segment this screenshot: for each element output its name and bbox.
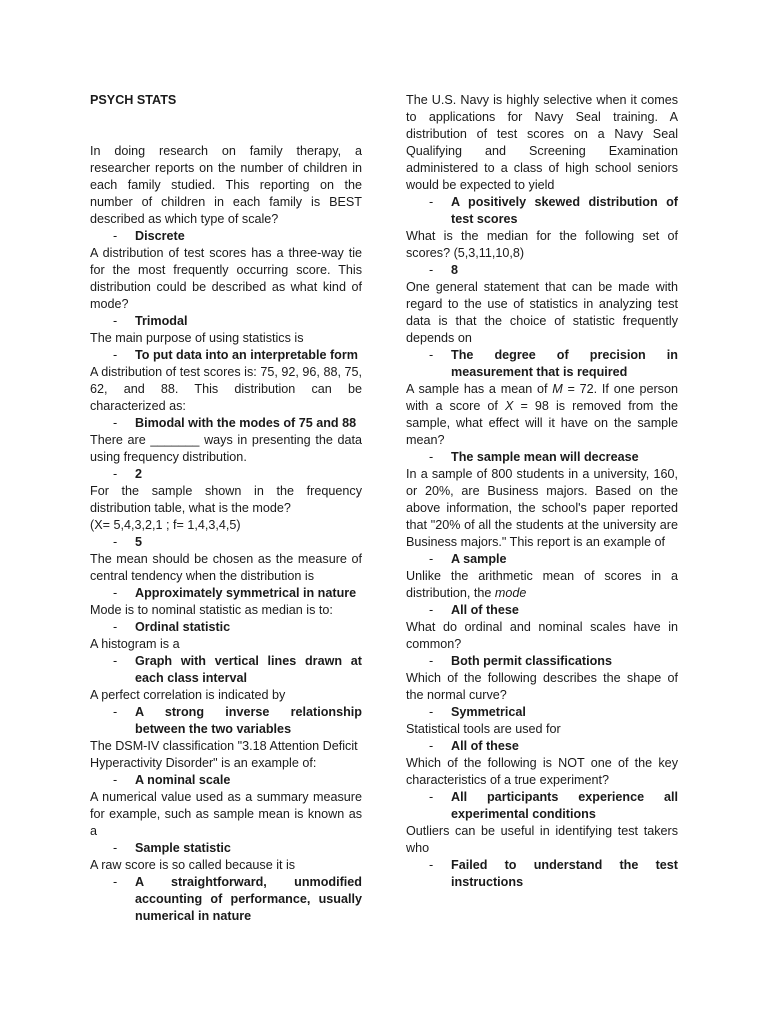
- answer-item: - Trimodal: [90, 313, 362, 330]
- answer-text: 5: [135, 535, 143, 549]
- question-text: A distribution of test scores has a three-way tie for the most frequently occurring score. This distribution could be described as what kind of mode?: [90, 246, 362, 311]
- answer-item: - Approximately symmetrical in nature: [90, 585, 362, 602]
- question-text: Outliers can be useful in identifying test takers who: [406, 824, 678, 855]
- answer-item: - All participants experience all experimental conditions: [429, 790, 678, 821]
- answer-item: - 8: [406, 262, 678, 279]
- question-text-part: A sample has a mean of: [406, 382, 553, 396]
- answer-item: - The degree of precision in measurement that is required: [429, 348, 678, 379]
- question-text: Statistical tools are used for: [406, 722, 561, 736]
- answer-text: All of these: [451, 603, 519, 617]
- page-title: PSYCH STATS: [90, 93, 177, 107]
- answer-text: Bimodal with the modes of 75 and 88: [135, 416, 357, 430]
- answer-item: - 5: [90, 534, 362, 551]
- answer-text: A positively skewed distribution of test scores: [451, 195, 678, 226]
- answer-item: - Ordinal statistic: [90, 619, 362, 636]
- answer-text: A nominal scale: [135, 773, 231, 787]
- question-text: One general statement that can be made with regard to the use of statistics in analyzing test data is that the choice of statistic frequently depends on: [406, 280, 678, 345]
- answer-text: Approximately symmetrical in nature: [135, 586, 357, 600]
- answer-item: - All of these: [406, 738, 678, 755]
- question-text: Which of the following describes the shape of the normal curve?: [406, 671, 678, 702]
- answer-text: 8: [451, 263, 459, 277]
- answer-item: - A strong inverse relationship between the two variables: [113, 705, 362, 736]
- question-text-line: (X= 5,4,3,2,1 ; f= 1,4,3,4,5): [90, 518, 241, 532]
- answer-item: - Sample statistic: [90, 840, 362, 857]
- question-text: In a sample of 800 students in a university, 160, or 20%, are Business majors. Based on the above information, the school's paper reported that "20% of all the students at the university are Business majors." This report is an example of: [406, 467, 678, 549]
- question-text: The U.S. Navy is highly selective when it comes to applications for Navy Seal training. A distribution of test scores on a Navy Seal Qualifying and Screening Examination administered to a class of high school seniors would be expected to yield: [406, 93, 678, 192]
- question-text: The DSM-IV classification "3.18 Attention Deficit Hyperactivity Disorder" is an example of:: [90, 739, 358, 770]
- answer-text: Ordinal statistic: [135, 620, 231, 634]
- question-text: A raw score is so called because it is: [90, 858, 296, 872]
- answer-item: - 2: [90, 466, 362, 483]
- right-column: [406, 92, 678, 891]
- question-text: A histogram is a: [90, 637, 180, 651]
- question-text-part: Unlike the arithmetic mean of scores in a distribution, the: [406, 569, 678, 600]
- question-text: There are _______ ways in presenting the data using frequency distribution.: [90, 433, 362, 464]
- question-text-part: = 72. If one person with a score of: [406, 382, 678, 413]
- answer-item: - Graph with vertical lines drawn at each class interval: [113, 654, 362, 685]
- answer-item: - All of these: [406, 602, 678, 619]
- answer-item: - A positively skewed distribution of test scores: [429, 195, 678, 226]
- title-spacer: [90, 109, 362, 143]
- answer-text: Failed to understand the test instructions: [451, 858, 678, 889]
- answer-item: - Bimodal with the modes of 75 and 88: [90, 415, 362, 432]
- question-text: A distribution of test scores is: 75, 92, 96, 88, 75, 62, and 88. This distribution can be characterized as:: [90, 365, 362, 413]
- mean-symbol: M: [552, 382, 563, 396]
- answer-text: The degree of precision in measurement that is required: [451, 348, 678, 379]
- score-symbol: X: [505, 399, 514, 413]
- question-text: A perfect correlation is indicated by: [90, 688, 286, 702]
- answer-text: Discrete: [135, 229, 185, 243]
- answer-text: Both permit classifications: [451, 654, 612, 668]
- answer-text: To put data into an interpretable form: [135, 348, 358, 362]
- left-column: [90, 92, 362, 925]
- answer-text: Trimodal: [135, 314, 188, 328]
- answer-item: - Discrete: [90, 228, 362, 245]
- answer-item: - Failed to understand the test instructions: [429, 858, 678, 889]
- question-text: What do ordinal and nominal scales have in common?: [406, 620, 678, 651]
- answer-item: - To put data into an interpretable form: [90, 347, 362, 364]
- question-text: Mode is to nominal statistic as median is to:: [90, 603, 333, 617]
- answer-item: - A straightforward, unmodified accounting of performance, usually numerical in nature: [113, 875, 362, 923]
- question-text: Which of the following is NOT one of the key characteristics of a true experiment?: [406, 756, 678, 787]
- answer-text: A strong inverse relationship between the two variables: [135, 705, 362, 736]
- answer-text: All participants experience all experimental conditions: [451, 790, 678, 821]
- question-text: In doing research on family therapy, a researcher reports on the number of children in each family studied. This reporting on the number of children in each family is BEST described as which type of scale?: [90, 144, 362, 226]
- question-text: A numerical value used as a summary measure for example, such as sample mean is known as a: [90, 790, 362, 838]
- question-text: [406, 568, 678, 602]
- answer-text: The sample mean will decrease: [451, 450, 639, 464]
- answer-item: - Both permit classifications: [406, 653, 678, 670]
- answer-text: All of these: [451, 739, 519, 753]
- question-text: What is the median for the following set of scores? (5,3,11,10,8): [406, 229, 678, 260]
- emphasis-text: mode: [494, 586, 527, 600]
- answer-text: Graph with vertical lines drawn at each class interval: [135, 654, 362, 685]
- answer-item: - A sample: [406, 551, 678, 568]
- question-text: The main purpose of using statistics is: [90, 331, 304, 345]
- answer-text: Symmetrical: [451, 705, 526, 719]
- answer-item: - The sample mean will decrease: [406, 449, 678, 466]
- answer-text: Sample statistic: [135, 841, 231, 855]
- answer-text: A straightforward, unmodified accounting of performance, usually numerical in nature: [135, 875, 362, 923]
- question-text: The mean should be chosen as the measure of central tendency when the distribution is: [90, 552, 362, 583]
- question-text: For the sample shown in the frequency distribution table, what is the mode?: [90, 484, 362, 515]
- question-text: [406, 381, 678, 449]
- answer-text: A sample: [451, 552, 507, 566]
- question-text-part: = 98 is removed from the sample, what effect will it have on the sample mean?: [406, 399, 678, 447]
- answer-item: - Symmetrical: [406, 704, 678, 721]
- answer-item: - A nominal scale: [90, 772, 362, 789]
- answer-text: 2: [135, 467, 143, 481]
